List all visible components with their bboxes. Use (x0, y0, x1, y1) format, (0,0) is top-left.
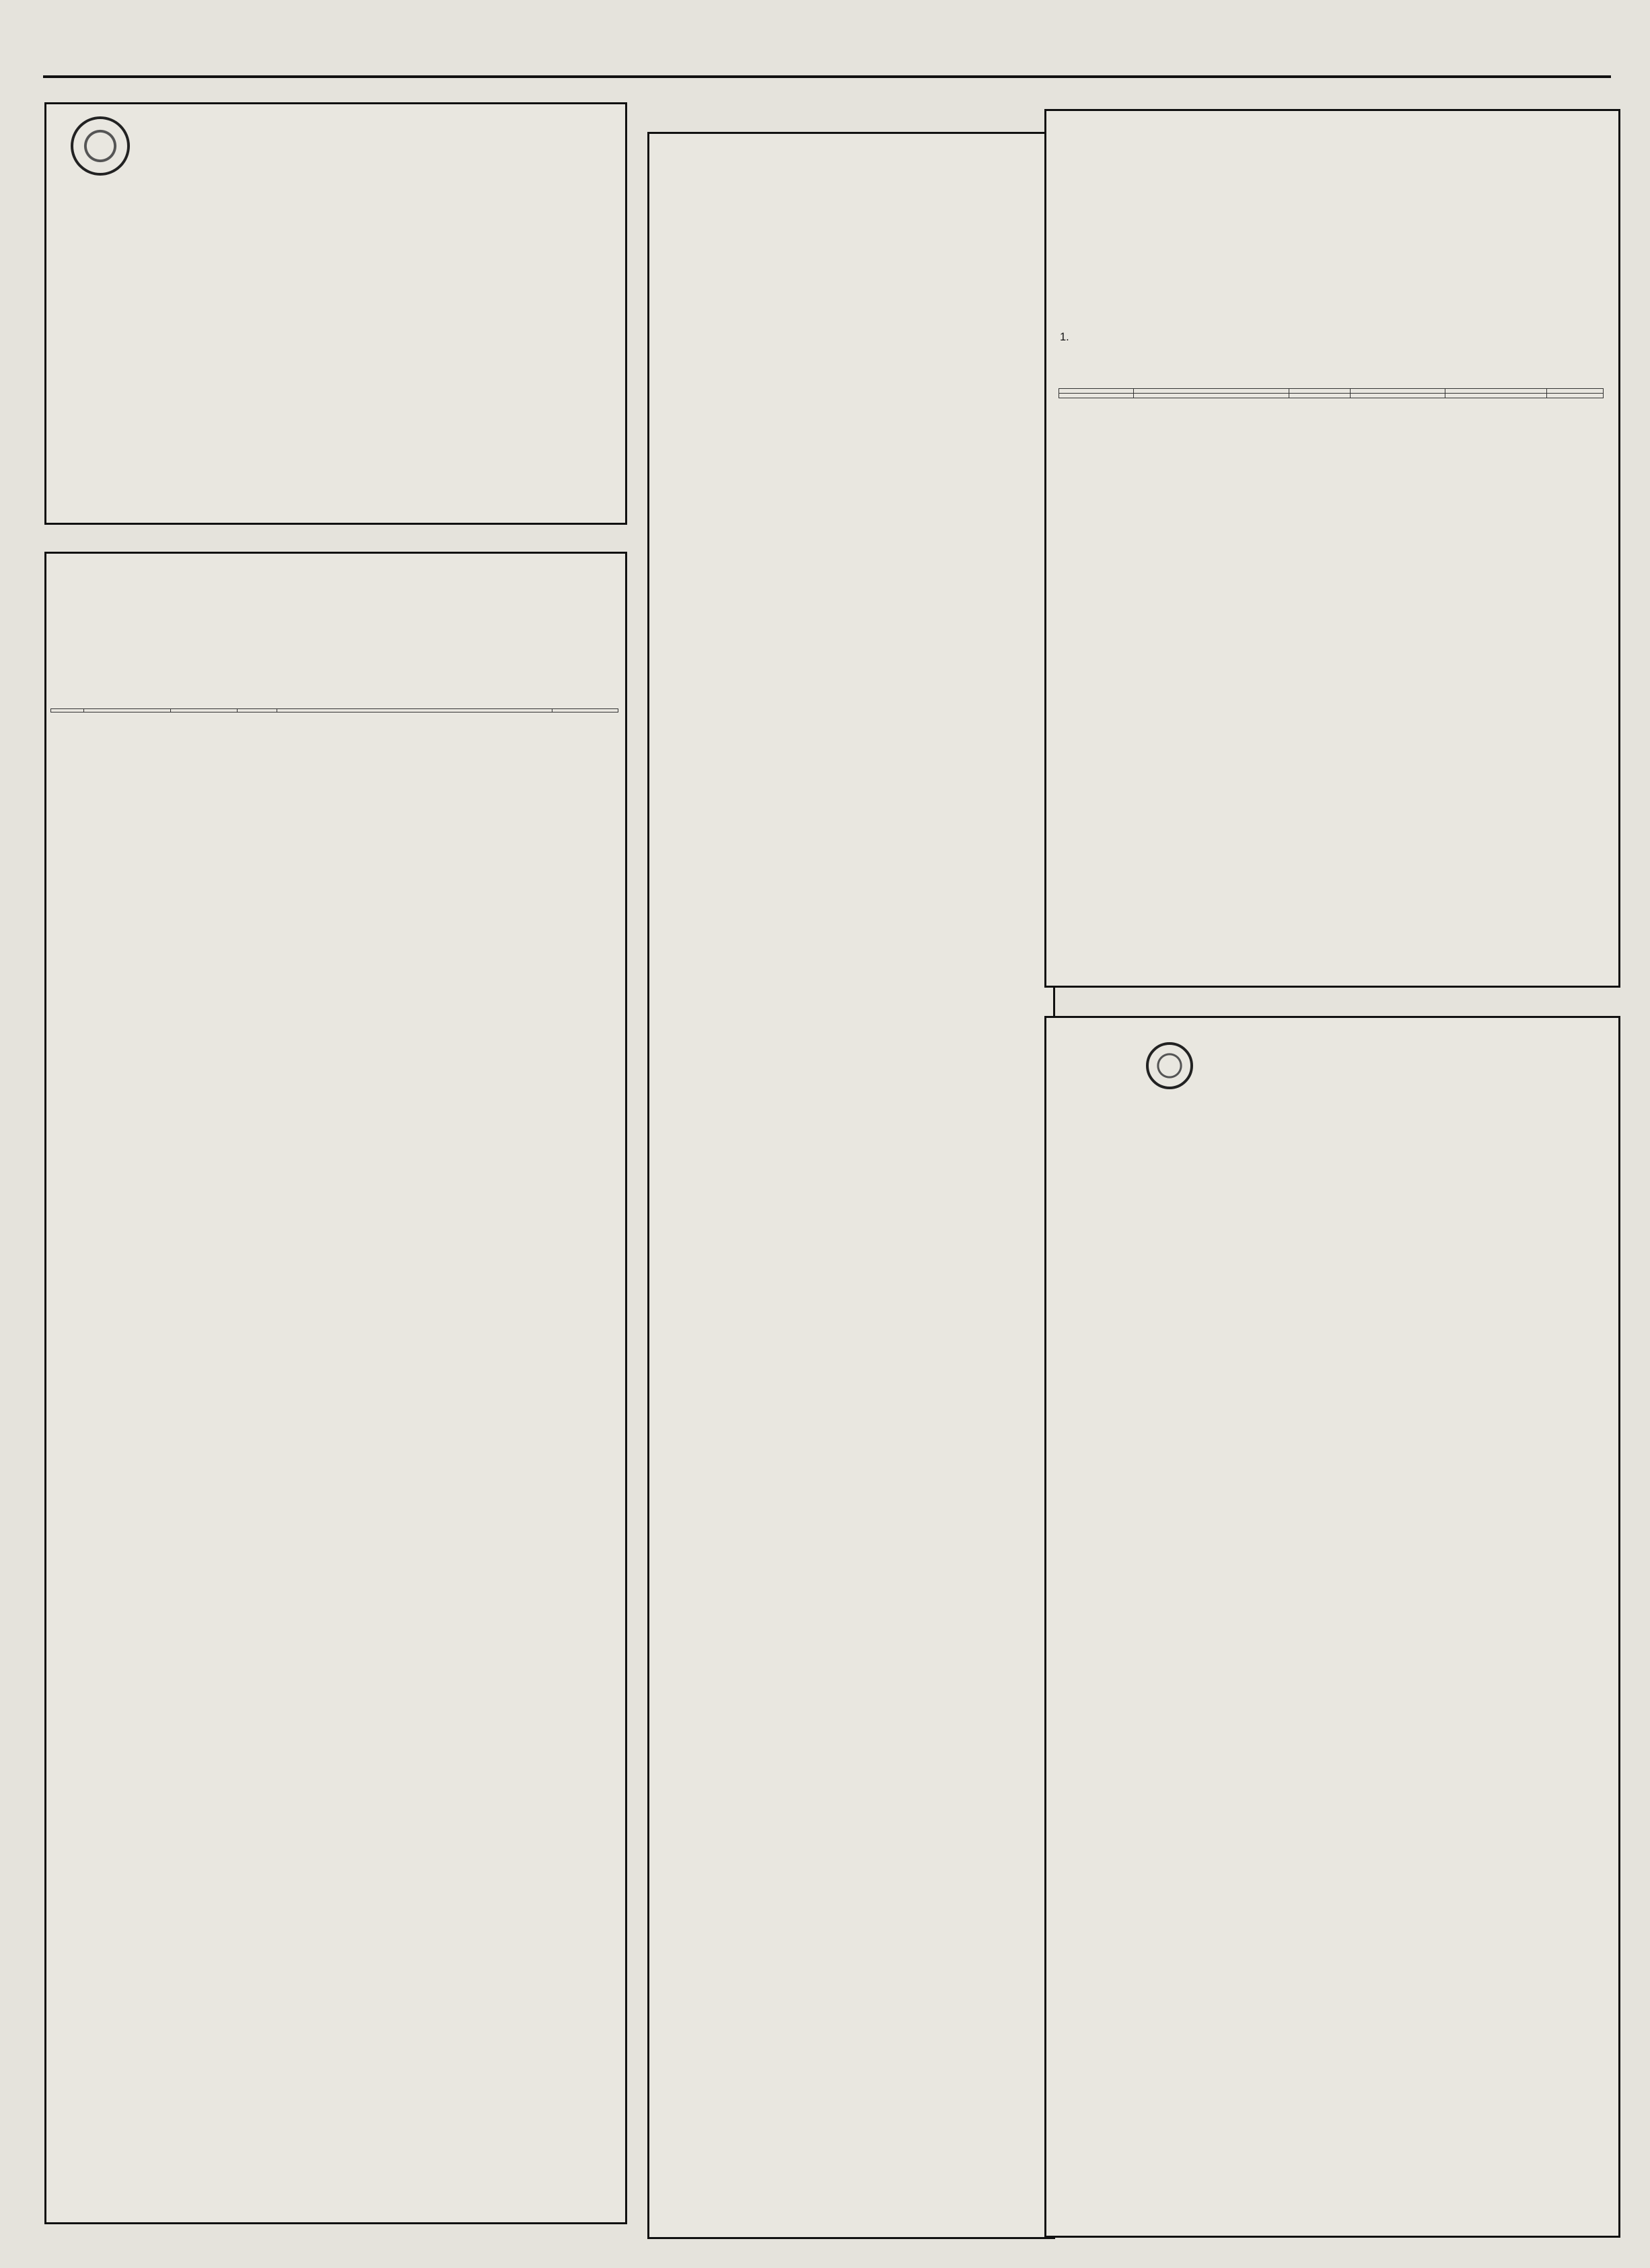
ad-brta-notice (44, 102, 627, 525)
col-header (1289, 389, 1351, 394)
table-cell (1134, 394, 1289, 398)
brta-logo-icon (71, 116, 130, 176)
col-header (171, 709, 238, 712)
table-header-row (1059, 389, 1604, 394)
masthead (43, 40, 1611, 78)
col-header (1351, 389, 1445, 394)
col-header (51, 709, 84, 712)
vacancy-content (656, 306, 1046, 316)
ad-vacancy-announcement (647, 132, 1055, 2239)
col-header (1134, 389, 1289, 394)
table-cell (1289, 394, 1351, 398)
col-header (277, 709, 552, 712)
table-cell (1351, 394, 1445, 398)
col-header (552, 709, 618, 712)
table-cell (1059, 394, 1134, 398)
tender-package-table (1059, 388, 1604, 398)
col-header (1059, 389, 1134, 394)
table-cell (1445, 394, 1547, 398)
ad-sparrso-recruitment (44, 552, 627, 2224)
ad-lged-tender: 1. (1044, 109, 1620, 988)
table-header-row (51, 709, 618, 712)
sparrso-posts-table (50, 708, 618, 712)
table-row (1059, 394, 1604, 398)
ad-police-tender (1044, 1016, 1620, 2238)
col-header (1547, 389, 1604, 394)
col-header (238, 709, 277, 712)
table-cell (1547, 394, 1604, 398)
col-header (1445, 389, 1547, 394)
police-logo-icon (1146, 1042, 1193, 1089)
col-header (84, 709, 171, 712)
